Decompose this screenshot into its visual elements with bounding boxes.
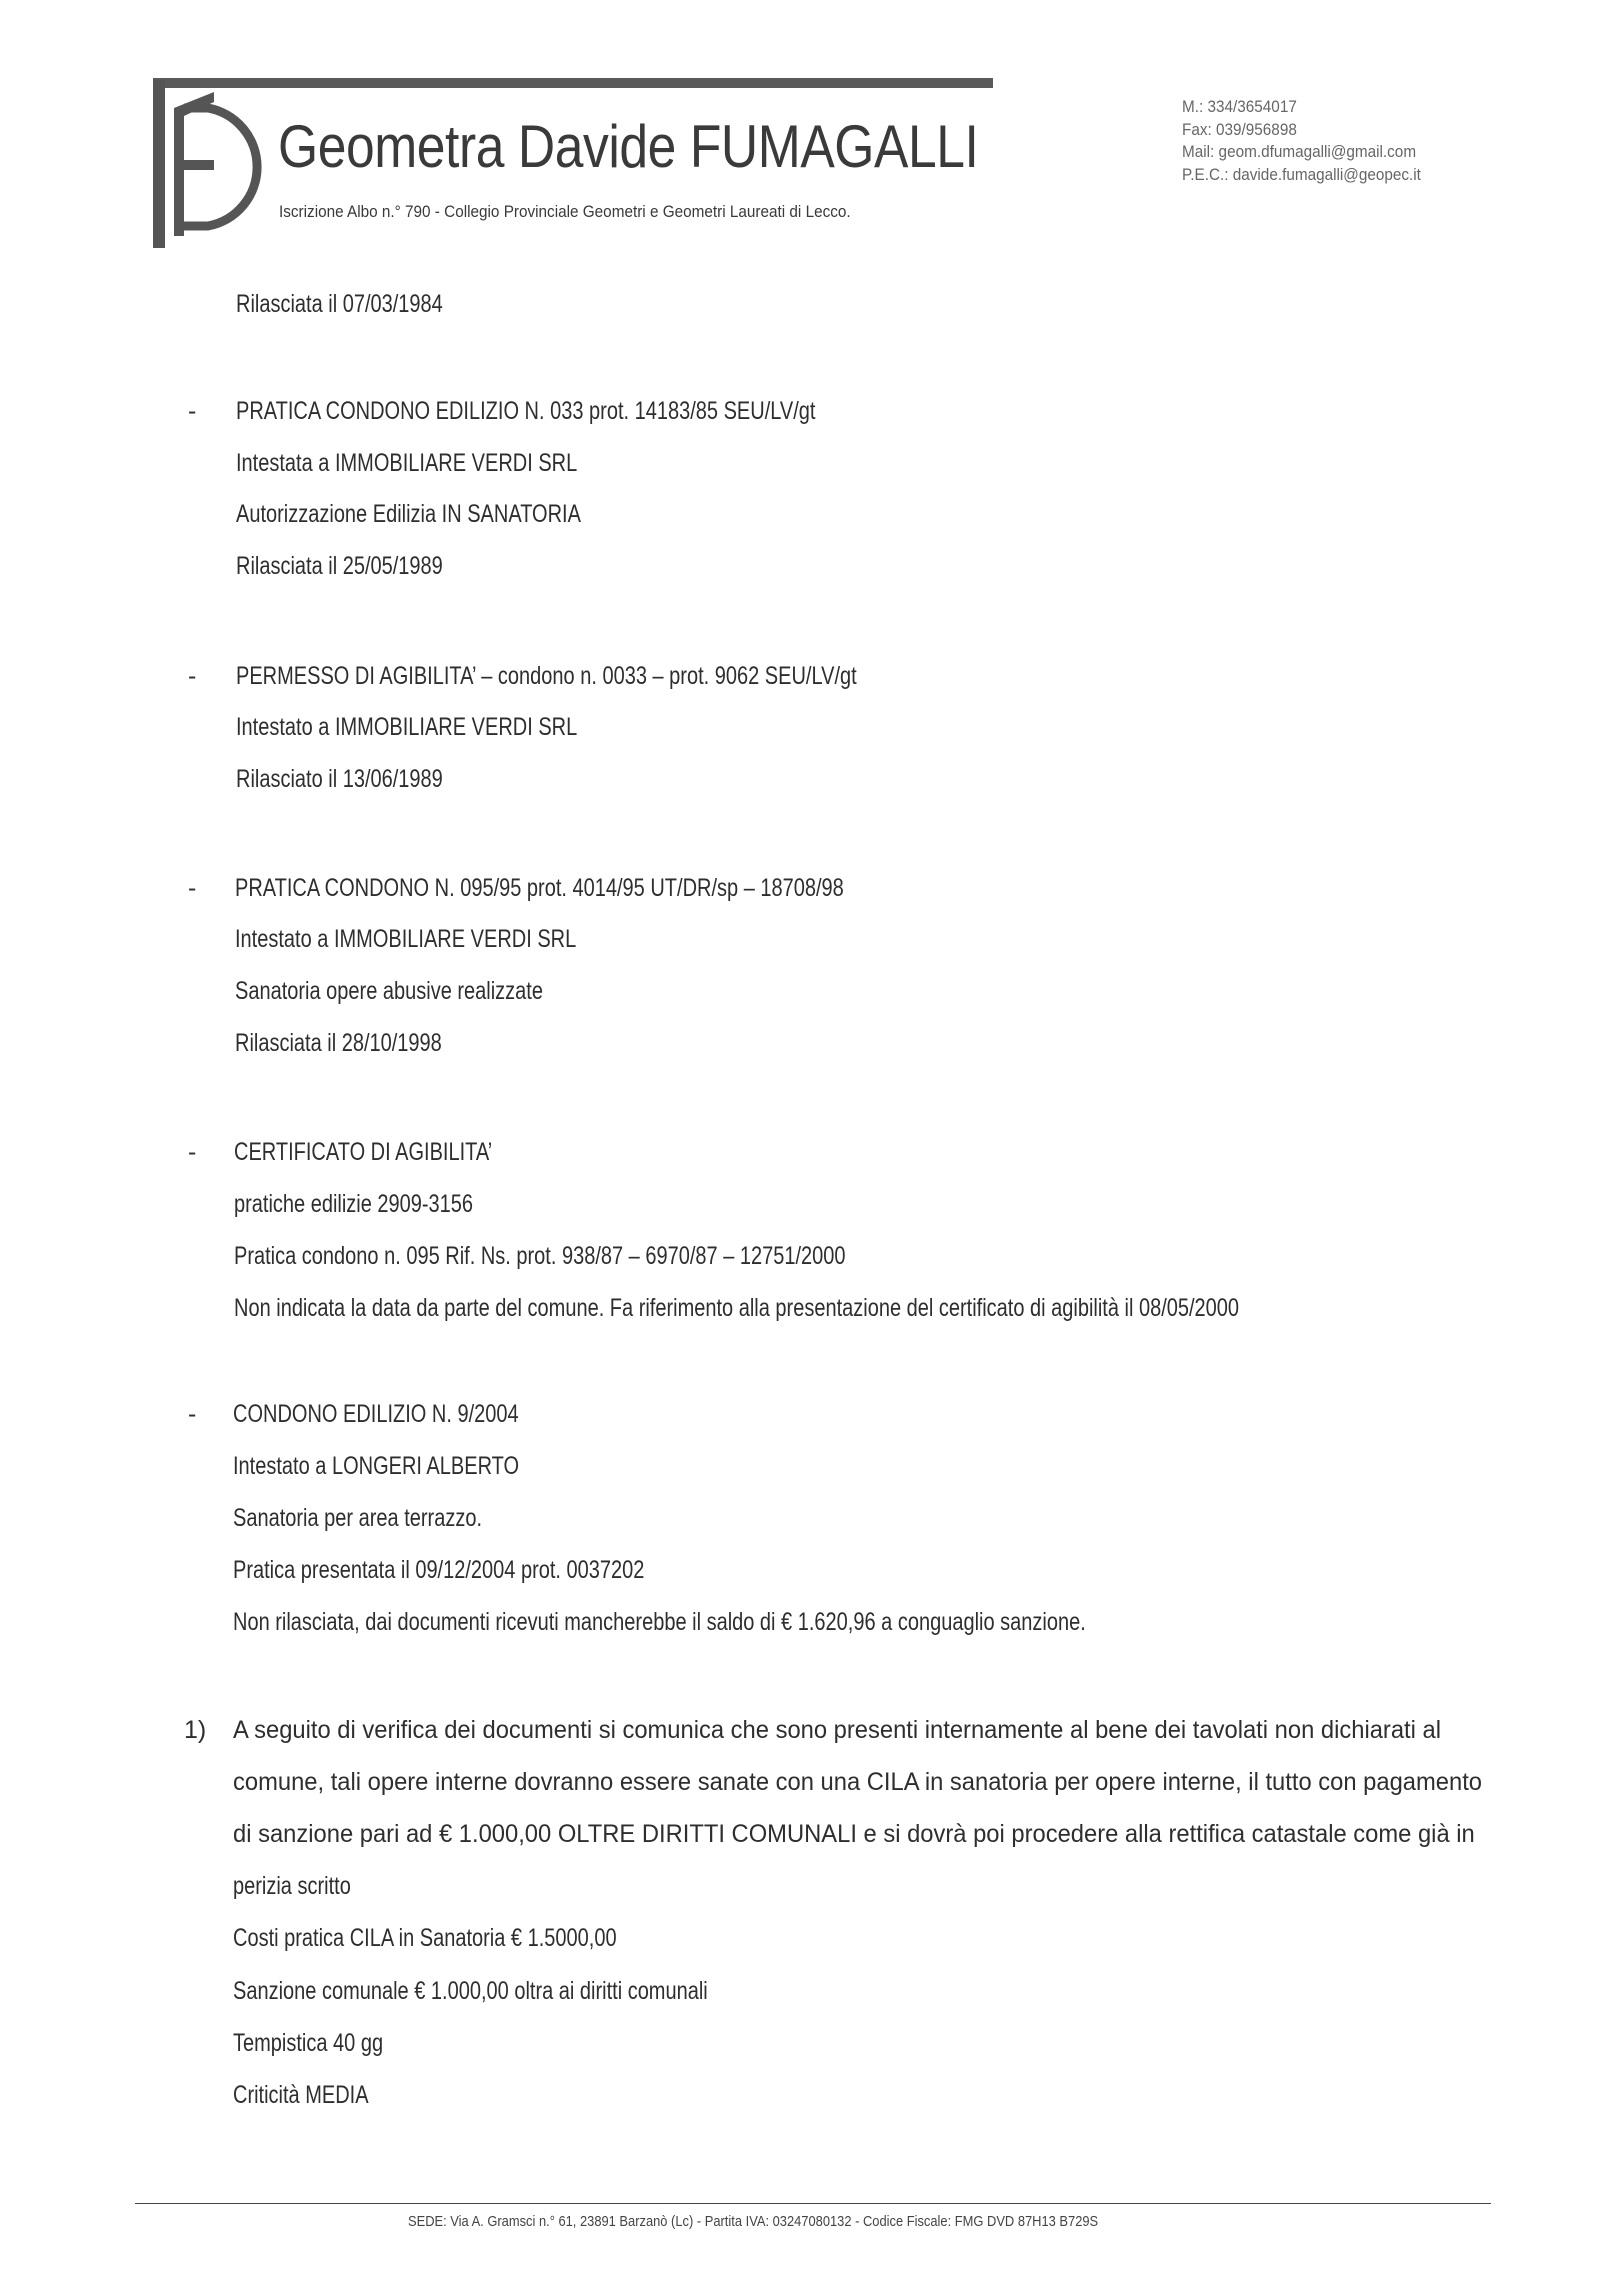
company-logo: [150, 80, 270, 250]
bullet-dash: -: [188, 1138, 197, 1166]
footer-rule: [135, 2203, 1491, 2204]
intro-line: Rilasciata il 07/03/1984: [236, 290, 443, 318]
section-line: pratiche edilizie 2909-3156: [234, 1190, 474, 1218]
header-rule: [153, 78, 993, 88]
section-line: Rilasciato il 13/06/1989: [236, 765, 443, 793]
bullet-dash: -: [188, 662, 197, 690]
section-line: Sanatoria per area terrazzo.: [233, 1504, 483, 1532]
paragraph-line: comune, tali opere interne dovranno essere sanate con una CILA in sanatoria per opere interne, il tutto con pagamento: [233, 1768, 1482, 1796]
section-line: Sanatoria opere abusive realizzate: [235, 977, 543, 1005]
section-title: PRATICA CONDONO N. 095/95 prot. 4014/95 UT/DR/sp – 18708/98: [235, 874, 844, 902]
section-line: Autorizzazione Edilizia IN SANATORIA: [236, 500, 581, 528]
section-title: CERTIFICATO DI AGIBILITA’: [234, 1138, 493, 1166]
bullet-dash: -: [188, 874, 197, 902]
detail-line: Criticità MEDIA: [233, 2081, 369, 2109]
section-line: Intestato a IMMOBILIARE VERDI SRL: [235, 925, 577, 953]
contact-email: Mail: geom.dfumagalli@gmail.com: [1182, 142, 1417, 161]
section-title: CONDONO EDILIZIO N. 9/2004: [233, 1400, 519, 1428]
contact-fax: Fax: 039/956898: [1182, 119, 1297, 139]
contact-mobile: M.: 334/3654017: [1182, 97, 1297, 116]
paragraph-line: A seguito di verifica dei documenti si comunica che sono presenti internamente al bene dei tavolati non dichiarati al: [233, 1716, 1442, 1744]
section-line: Rilasciata il 28/10/1998: [235, 1029, 442, 1057]
bullet-dash: -: [188, 397, 197, 425]
company-title: Geometra Davide FUMAGALLI: [278, 113, 979, 180]
section-line: Intestato a IMMOBILIARE VERDI SRL: [236, 713, 578, 741]
item-number: 1): [184, 1716, 207, 1744]
contact-pec: P.E.C.: davide.fumagalli@geopec.it: [1182, 164, 1421, 184]
section-line: Rilasciata il 25/05/1989: [236, 552, 443, 580]
section-line: Non rilasciata, dai documenti ricevuti mancherebbe il saldo di € 1.620,96 a conguaglio sanzione.: [233, 1608, 1086, 1636]
section-title: PERMESSO DI AGIBILITA’ – condono n. 0033 – prot. 9062 SEU/LV/gt: [236, 662, 857, 690]
section-line: Non indicata la data da parte del comune. Fa riferimento alla presentazione del certificato di agibilità il 08/05/2000: [234, 1294, 1240, 1322]
section-line: Intestato a LONGERI ALBERTO: [233, 1452, 520, 1480]
section-line: Intestata a IMMOBILIARE VERDI SRL: [236, 449, 578, 477]
bullet-dash: -: [188, 1400, 197, 1428]
detail-line: Tempistica 40 gg: [233, 2029, 384, 2057]
detail-line: Sanzione comunale € 1.000,00 oltra ai diritti comunali: [233, 1977, 708, 2005]
section-title: PRATICA CONDONO EDILIZIO N. 033 prot. 14183/85 SEU/LV/gt: [236, 397, 816, 425]
detail-line: Costi pratica CILA in Sanatoria € 1.5000,00: [233, 1924, 617, 1952]
footer-address: SEDE: Via A. Gramsci n.° 61, 23891 Barzanò (Lc) - Partita IVA: 03247080132 - Codice Fiscale: FMG DVD 87H13 B729S: [408, 2213, 1099, 2230]
paragraph-line: di sanzione pari ad € 1.000,00 OLTRE DIRITTI COMUNALI e si dovrà poi procedere alla rettifica catastale come già in: [233, 1820, 1475, 1848]
section-line: Pratica condono n. 095 Rif. Ns. prot. 938/87 – 6970/87 – 12751/2000: [234, 1242, 846, 1270]
section-line: Pratica presentata il 09/12/2004 prot. 0037202: [233, 1556, 645, 1584]
paragraph-line: perizia scritto: [233, 1872, 351, 1900]
contact-block: [1182, 96, 1421, 186]
registration-line: Iscrizione Albo n.° 790 - Collegio Provinciale Geometri e Geometri Laureati di Lecco.: [279, 202, 851, 221]
